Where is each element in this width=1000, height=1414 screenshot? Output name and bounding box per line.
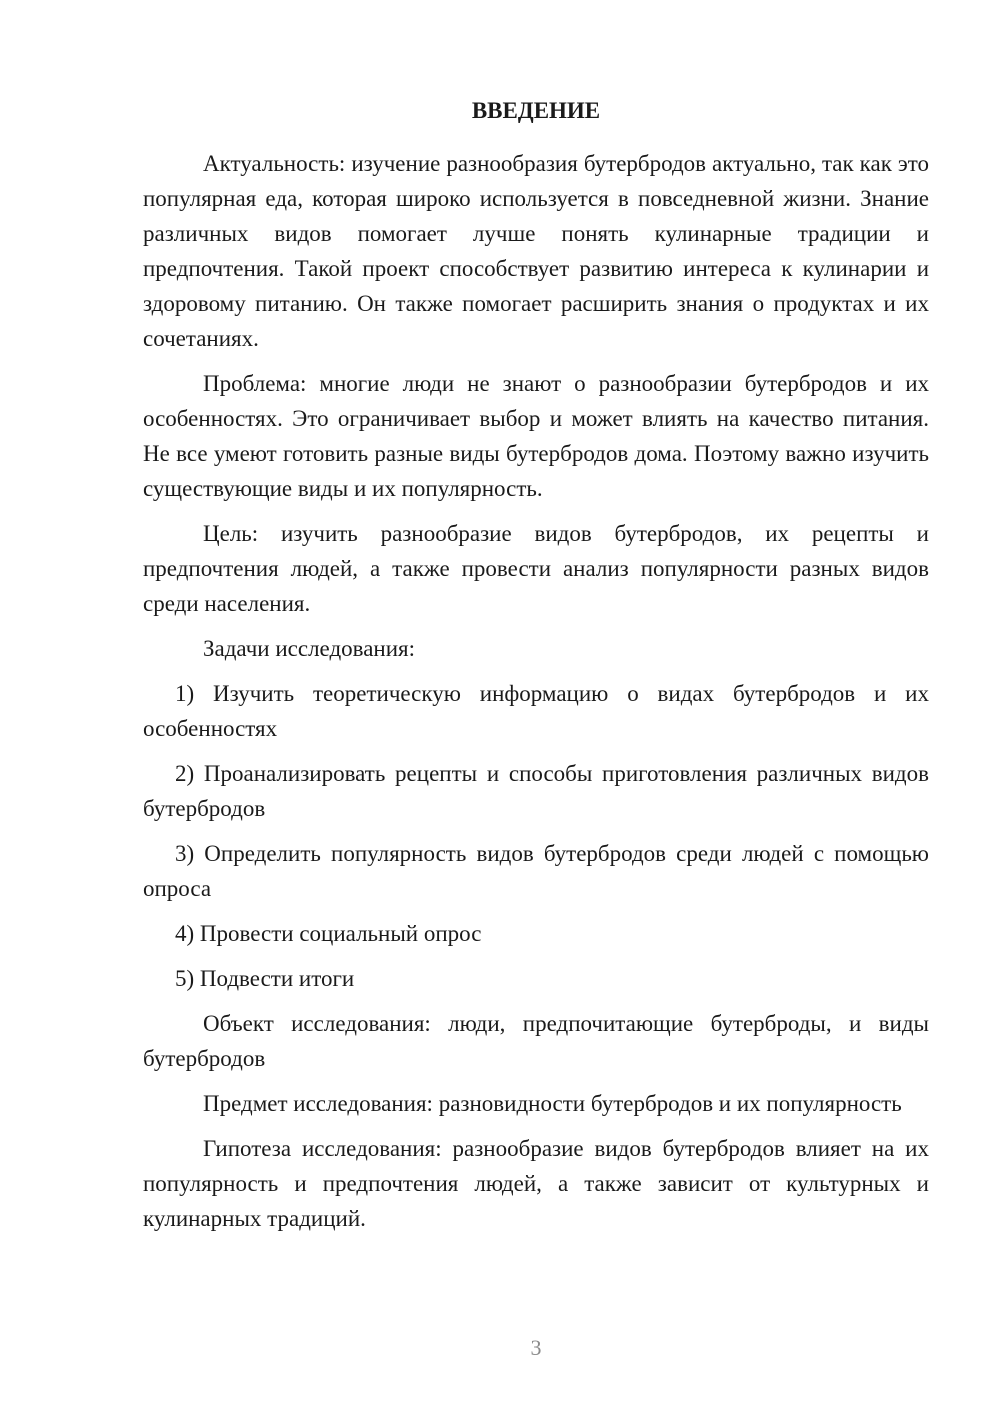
- subject-paragraph: Предмет исследования: разновидности бутербродов и их популярность: [203, 1091, 902, 1116]
- object-paragraph: Объект исследования: люди, предпочитающие бутерброды, и виды бутербродов: [143, 1011, 929, 1071]
- problem-paragraph: Проблема: многие люди не знают о разнообразии бутербродов и их особенностях. Это ограничивает выбор и может влиять на качество питания. Не все умеют готовить разные виды бутербродов дома. Поэтому важно изучить существующие виды и их популярность.: [143, 371, 929, 501]
- document-body: [143, 146, 929, 1246]
- page-number: 3: [530, 1335, 542, 1360]
- task-item: 1) Изучить теоретическую информацию о видах бутербродов и их особенностях: [143, 681, 929, 741]
- tasks-heading: Задачи исследования:: [203, 636, 416, 661]
- goal-paragraph: Цель: изучить разнообразие видов бутербродов, их рецепты и предпочтения людей, а также провести анализ популярности разных видов среди населения.: [143, 521, 929, 616]
- relevance-paragraph: Актуальность: изучение разнообразия бутербродов актуально, так как это популярная еда, которая широко используется в повседневной жизни. Знание различных видов помогает лучше понять кулинарные традиции и предпочтения. Такой проект способствует развитию интереса к кулинарии и здоровому питанию. Он также помогает расширить знания о продуктах и их сочетаниях.: [143, 151, 929, 351]
- hypothesis-paragraph: Гипотеза исследования: разнообразие видов бутербродов влияет на их популярность и предпочтения людей, а также зависит от культурных и кулинарных традиций.: [143, 1136, 929, 1231]
- task-item: 4) Провести социальный опрос: [175, 921, 482, 946]
- task-item: 5) Подвести итоги: [175, 966, 355, 991]
- page-title: ВВЕДЕНИЕ: [471, 98, 601, 123]
- task-item: 2) Проанализировать рецепты и способы приготовления различных видов бутербродов: [143, 761, 929, 821]
- task-item: 3) Определить популярность видов бутербродов среди людей с помощью опроса: [143, 841, 929, 901]
